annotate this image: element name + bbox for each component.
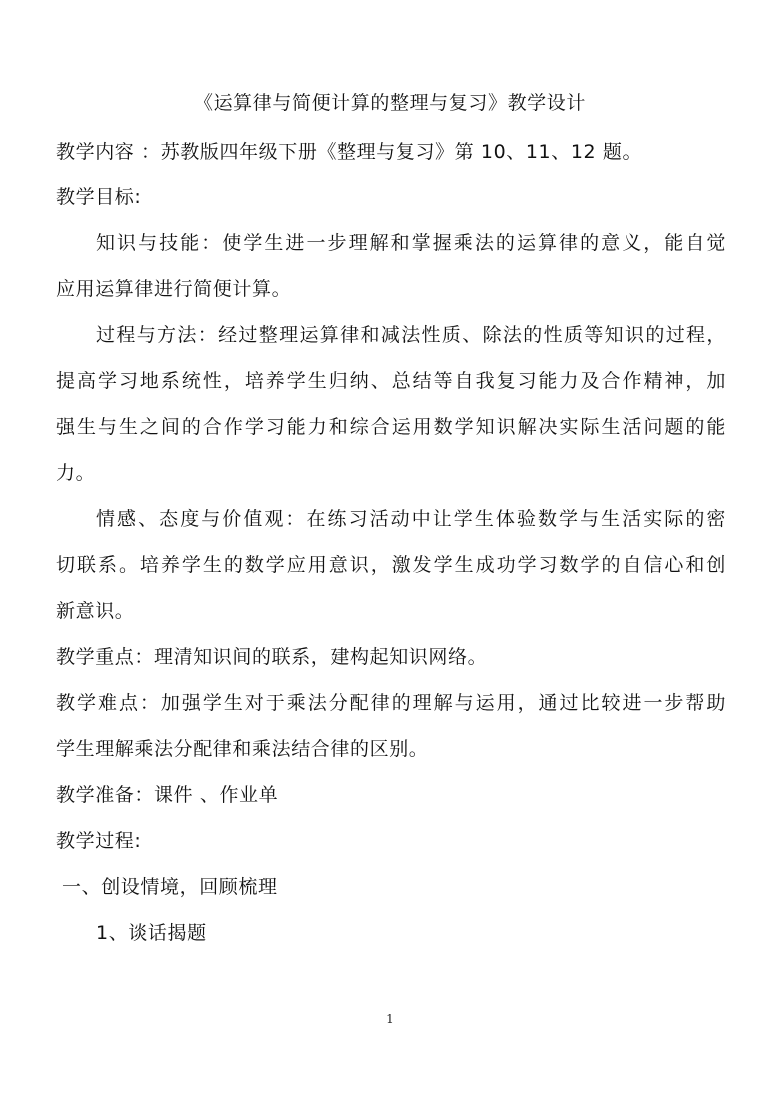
goal-process-line-4: 力。 [56, 462, 96, 484]
teaching-goals-heading: 教学目标: [56, 186, 142, 208]
section-1-heading: 一、创设情境，回顾梳理 [62, 876, 278, 898]
goal-knowledge-line-1: 知识与技能：使学生进一步理解和掌握乘法的运算律的意义，能自觉 [96, 232, 726, 254]
difficulty-line-2: 学生理解乘法分配律和乘法结合律的区别。 [56, 738, 429, 760]
difficulty-line-1: 教学难点：加强学生对于乘法分配律的理解与运用，通过比较进一步帮助 [56, 692, 726, 714]
preparation-line: 教学准备：课件 、作业单 [56, 784, 279, 806]
goal-process-line-2: 提高学习地系统性，培养学生归纳、总结等自我复习能力及合作精神，加 [56, 370, 726, 392]
document-title: 《运算律与简便计算的整理与复习》教学设计 [193, 92, 586, 114]
page-number: 1 [386, 1012, 394, 1026]
goal-emotion-line-2: 切联系。培养学生的数学应用意识，激发学生成功学习数学的自信心和创 [56, 554, 726, 576]
process-heading: 教学过程: [56, 830, 142, 852]
goal-emotion-line-3: 新意识。 [56, 600, 135, 622]
goal-knowledge-line-2: 应用运算律进行简便计算。 [56, 278, 292, 300]
subsection-1-heading: 1、谈话揭题 [96, 922, 207, 944]
teaching-content-line: 教学内容 ：苏教版四年级下册《整理与复习》第 10、11、12 题。 [56, 141, 643, 163]
goal-process-line-3: 强生与生之间的合作学习能力和综合运用数学知识解决实际生活问题的能 [56, 416, 726, 438]
goal-process-line-1: 过程与方法：经过整理运算律和减法性质、除法的性质等知识的过程， [96, 324, 726, 346]
key-points-line: 教学重点：理清知识间的联系，建构起知识网络。 [56, 646, 488, 668]
goal-emotion-line-1: 情感、态度与价值观：在练习活动中让学生体验数学与生活实际的密 [96, 508, 726, 530]
